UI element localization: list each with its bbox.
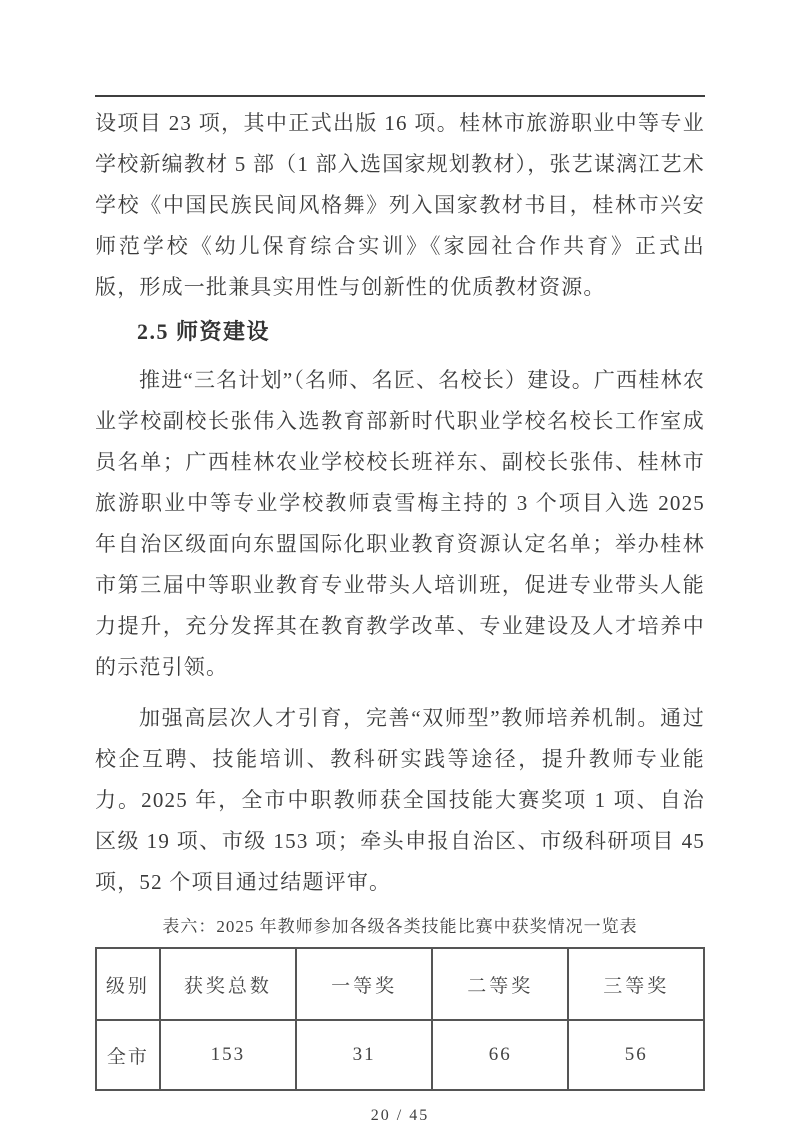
table-row: [96, 1020, 704, 1090]
table-header-second-prize: 二等奖: [432, 948, 568, 1020]
table-header-level: 级别: [96, 948, 160, 1020]
cell-first-prize: 31: [296, 1020, 432, 1090]
paragraph-talent: 加强高层次人才引育，完善“双师型”教师培养机制。通过校企互聘、技能培训、教科研实践等途径，提升教师专业能力。2025 年，全市中职教师获全国技能大赛奖项 1 项、自治区级 19 项、市级 153 项；牵头申报自治区、市级科研项目 45 项，52 个项目通过结题评审。: [95, 706, 705, 894]
page-number: 20 / 45: [370, 1107, 430, 1124]
cell-total: 153: [160, 1020, 296, 1090]
cell-level: 全市: [96, 1020, 160, 1090]
table-header-total: 获奖总数: [160, 948, 296, 1020]
cell-second-prize: 66: [432, 1020, 568, 1090]
header-rule: [95, 95, 705, 97]
table-caption: 表六：2025 年教师参加各级各类技能比赛中获奖情况一览表: [162, 917, 638, 936]
awards-table: [95, 947, 705, 1091]
cell-third-prize: 56: [568, 1020, 704, 1090]
paragraph-continued: 设项目 23 项，其中正式出版 16 项。桂林市旅游职业中等专业学校新编教材 5 部（1 部入选国家规划教材），张艺谋漓江艺术学校《中国民族民间风格舞》列入国家教材书目，桂林市兴安师范学校《幼儿保育综合实训》《家园社合作共育》正式出版，形成一批兼具实用性与创新性的优质教材资源。: [95, 111, 705, 299]
table-header-row: [96, 948, 704, 1020]
table-header-third-prize: 三等奖: [568, 948, 704, 1020]
table-header-first-prize: 一等奖: [296, 948, 432, 1020]
paragraph-teacher-plan: 推进“三名计划”（名师、名匠、名校长）建设。广西桂林农业学校副校长张伟入选教育部新时代职业学校名校长工作室成员名单；广西桂林农业学校校长班祥东、副校长张伟、桂林市旅游职业中等专业学校教师袁雪梅主持的 3 个项目入选 2025 年自治区级面向东盟国际化职业教育资源认定名单；举办桂林市第三届中等职业教育专业带头人培训班，促进专业带头人能力提升，充分发挥其在教育教学改革、专业建设及人才培养中的示范引领。: [95, 368, 705, 679]
section-heading: 2.5 师资建设: [137, 319, 271, 344]
